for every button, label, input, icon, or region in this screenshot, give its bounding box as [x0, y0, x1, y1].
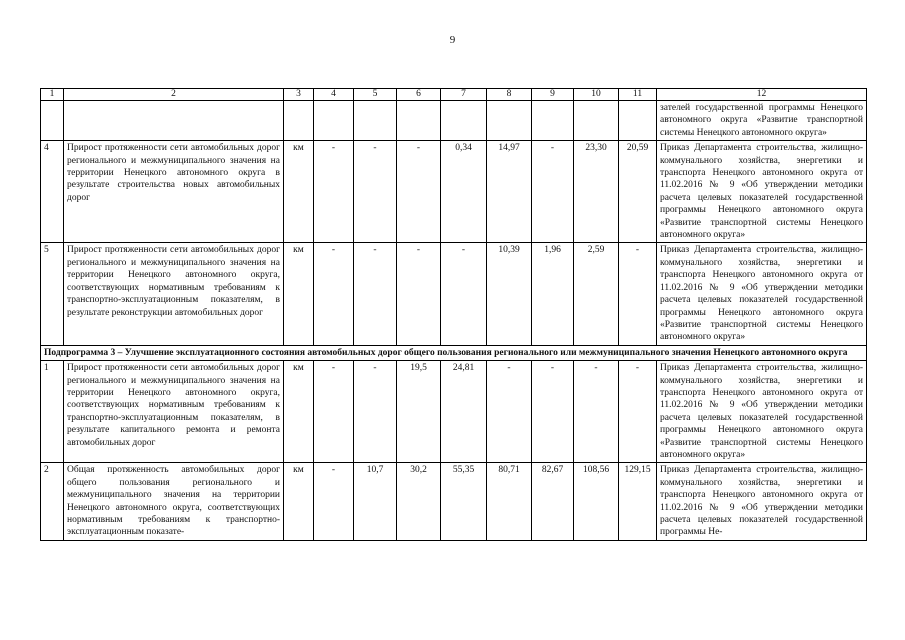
value-cell: 129,15: [619, 463, 657, 540]
value-cell: 23,30: [574, 141, 619, 243]
value-cell: 10,7: [354, 463, 397, 540]
indicator-name: Прирост протяженности сети автомобильных дорог регионального и межмуниципального значения на территории Ненецкого автономного округа в результате строительства новых автомобильных дорог: [64, 141, 284, 243]
value-cell: 14,97: [487, 141, 532, 243]
header-row: [41, 89, 867, 101]
value-cell: 19,5: [397, 361, 441, 463]
source-cell: Приказ Департамента строительства, жилищно-коммунального хозяйства, энергетики и транспорта Ненецкого автономного округа от 11.02.2016 № 9 «Об утверждении методики расчета целевых показателей государственной программы Ненецкого автономного округа «Развитие транспортной системы Ненецкого автономного округа»: [657, 243, 867, 345]
value-cell: -: [397, 243, 441, 345]
value-cell: -: [314, 243, 354, 345]
indicator-row: [41, 243, 867, 345]
unit-cell: км: [284, 141, 314, 243]
value-cell: -: [314, 463, 354, 540]
header-cell-6: 6: [397, 89, 441, 101]
value-cell: -: [397, 141, 441, 243]
value-cell: -: [314, 141, 354, 243]
header-cell-12: 12: [657, 89, 867, 101]
value-cell: -: [532, 361, 574, 463]
value-cell: -: [619, 361, 657, 463]
continuation-unit-cell: [284, 101, 314, 141]
source-cell: Приказ Департамента строительства, жилищно-коммунального хозяйства, энергетики и транспорта Ненецкого автономного округа от 11.02.2016 № 9 «Об утверждении методики расчета целевых показателей государственной программы Ненецкого автономного округа «Развитие транспортной системы Ненецкого автономного округа»: [657, 141, 867, 243]
value-cell: -: [354, 243, 397, 345]
header-cell-11: 11: [619, 89, 657, 101]
continuation-name-cell: [64, 101, 284, 141]
value-cell: 0,34: [441, 141, 487, 243]
table-body: [41, 89, 867, 541]
value-cell: -: [354, 361, 397, 463]
continuation-value-cell: [354, 101, 397, 141]
value-cell: 108,56: [574, 463, 619, 540]
unit-cell: км: [284, 361, 314, 463]
header-cell-10: 10: [574, 89, 619, 101]
row-number: 5: [41, 243, 64, 345]
value-cell: -: [532, 141, 574, 243]
value-cell: 20,59: [619, 141, 657, 243]
value-cell: 82,67: [532, 463, 574, 540]
source-cell: Приказ Департамента строительства, жилищно-коммунального хозяйства, энергетики и транспорта Ненецкого автономного округа от 11.02.2016 № 9 «Об утверждении методики расчета целевых показателей государственной программы Ненецкого автономного округа «Развитие транспортной системы Ненецкого автономного округа»: [657, 361, 867, 463]
value-cell: -: [314, 361, 354, 463]
continuation-value-cell: [397, 101, 441, 141]
unit-cell: км: [284, 463, 314, 540]
continuation-value-cell: [532, 101, 574, 141]
value-cell: 2,59: [574, 243, 619, 345]
subprogram-row: [41, 345, 867, 360]
continuation-num-cell: [41, 101, 64, 141]
value-cell: 10,39: [487, 243, 532, 345]
continuation-value-cell: [441, 101, 487, 141]
value-cell: 24,81: [441, 361, 487, 463]
indicator-row: [41, 141, 867, 243]
header-cell-2: 2: [64, 89, 284, 101]
indicator-row: [41, 361, 867, 463]
continuation-row: [41, 101, 867, 141]
value-cell: 80,71: [487, 463, 532, 540]
value-cell: -: [487, 361, 532, 463]
header-cell-4: 4: [314, 89, 354, 101]
indicator-name: Прирост протяженности сети автомобильных дорог регионального и межмуниципального значения на территории Ненецкого автономного округа, соответствующих нормативным требованиям к транспортно-эксплуатационным показателям, в результате реконструкции автомобильных дорог: [64, 243, 284, 345]
value-cell: 55,35: [441, 463, 487, 540]
continuation-source-cell: зателей государственной программы Ненецкого автономного округа «Развитие транспортной системы Ненецкого автономного округа»: [657, 101, 867, 141]
header-cell-1: 1: [41, 89, 64, 101]
header-cell-5: 5: [354, 89, 397, 101]
unit-cell: км: [284, 243, 314, 345]
continuation-value-cell: [314, 101, 354, 141]
indicator-name: Общая протяженность автомобильных дорог общего пользования регионального и межмуниципального значения на территории Ненецкого автономного округа, соответствующих нормативным требованиям к транспортно-эксплуатационным показате-: [64, 463, 284, 540]
indicator-name: Прирост протяженности сети автомобильных дорог регионального и межмуниципального значения на территории Ненецкого автономного округа, соответствующих нормативным требованиям к транспортно-эксплуатационным показателям, в результате капитального ремонта и ремонта автомобильных дорог: [64, 361, 284, 463]
value-cell: -: [354, 141, 397, 243]
row-number: 4: [41, 141, 64, 243]
continuation-value-cell: [487, 101, 532, 141]
header-cell-9: 9: [532, 89, 574, 101]
value-cell: -: [574, 361, 619, 463]
continuation-value-cell: [619, 101, 657, 141]
source-cell: Приказ Департамента строительства, жилищно-коммунального хозяйства, энергетики и транспорта Ненецкого автономного округа от 11.02.2016 № 9 «Об утверждении методики расчета целевых показателей государственной программы Не-: [657, 463, 867, 540]
row-number: 2: [41, 463, 64, 540]
subprogram-title: Подпрограмма 3 – Улучшение эксплуатационного состояния автомобильных дорог общего пользования регионального или межмуниципального значения Ненецкого автономного округа: [41, 345, 867, 360]
header-cell-3: 3: [284, 89, 314, 101]
value-cell: 30,2: [397, 463, 441, 540]
row-number: 1: [41, 361, 64, 463]
value-cell: -: [441, 243, 487, 345]
indicators-table: [40, 88, 867, 541]
value-cell: -: [619, 243, 657, 345]
value-cell: 1,96: [532, 243, 574, 345]
continuation-value-cell: [574, 101, 619, 141]
header-cell-7: 7: [441, 89, 487, 101]
indicator-row: [41, 463, 867, 540]
header-cell-8: 8: [487, 89, 532, 101]
page-number: 9: [449, 34, 456, 46]
